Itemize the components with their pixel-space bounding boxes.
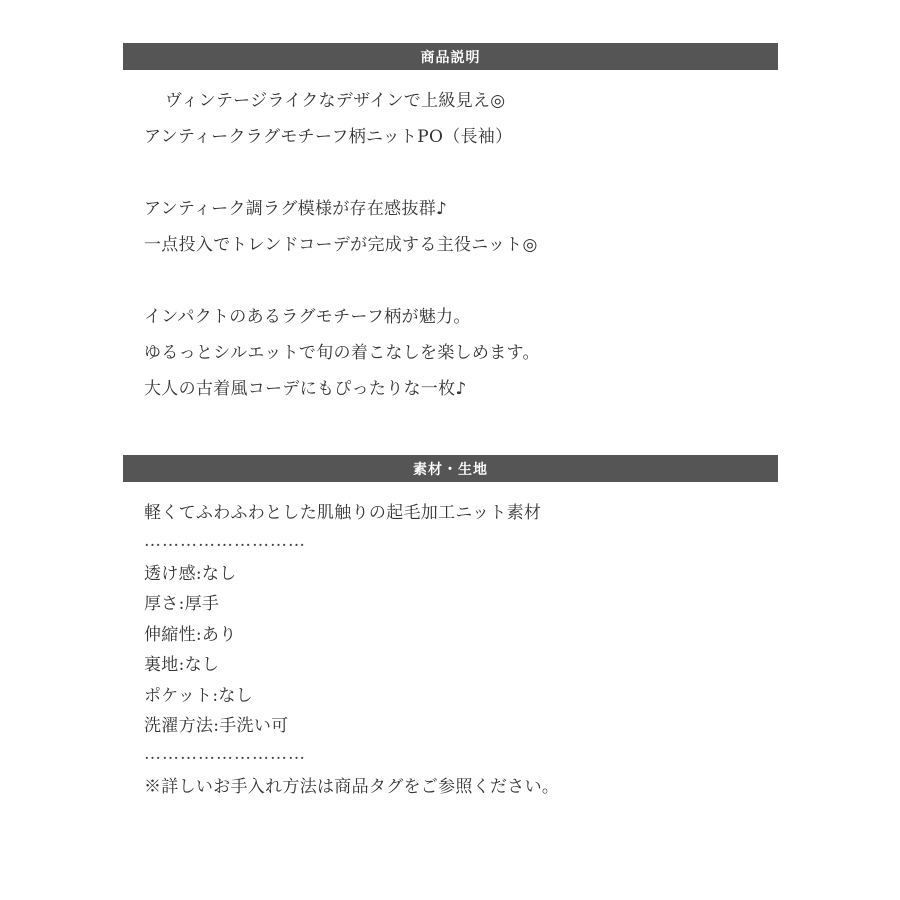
material-body: [123, 482, 778, 800]
description-line: アンティーク調ラグ模様が存在感抜群♪: [144, 198, 448, 219]
spec-pocket: ポケット:なし: [144, 685, 253, 706]
blank-line: [144, 152, 778, 188]
spec-transparency: 透け感:なし: [144, 563, 237, 584]
material-section: [123, 455, 778, 800]
description-line: アンティークラグモチーフ柄ニットPO（長袖）: [144, 126, 513, 147]
care-note: ※詳しいお手入れ方法は商品タグをご参照ください。: [144, 777, 560, 798]
description-header: 商品説明: [123, 43, 778, 70]
product-description-section: [123, 43, 778, 404]
description-line: 大人の古着風コーデにもぴったりな一枚♪: [144, 378, 467, 399]
spec-thickness: 厚さ:厚手: [144, 594, 220, 615]
spec-washing: 洗濯方法:手洗い可: [144, 716, 289, 737]
spec-stretch: 伸縮性:あり: [144, 624, 237, 645]
description-body: [123, 70, 778, 404]
description-line: インパクトのあるラグモチーフ柄が魅力。: [144, 306, 471, 327]
description-line: ヴィンテージライクなデザインで上級見え◎: [165, 90, 506, 111]
description-line: 一点投入でトレンドコーデが完成する主役ニット◎: [144, 234, 538, 255]
material-header: 素材・生地: [123, 455, 778, 482]
blank-line: [144, 260, 778, 296]
spec-lining: 裏地:なし: [144, 655, 220, 676]
dotted-divider: ………………………: [144, 744, 306, 765]
material-summary: 軽くてふわふわとした肌触りの起毛加工ニット素材: [144, 502, 542, 523]
description-line: ゆるっとシルエットで旬の着こなしを楽しめます。: [144, 342, 540, 363]
dotted-divider: ………………………: [144, 530, 306, 551]
